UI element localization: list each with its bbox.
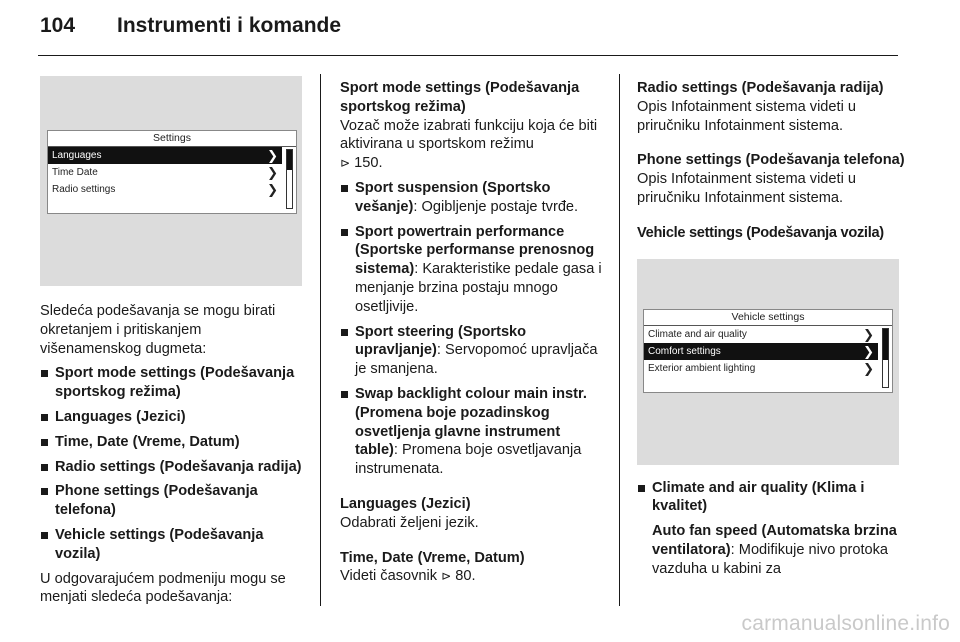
bullet-square-icon — [341, 185, 348, 192]
menu-item-time-date: Time Date ❯ — [52, 165, 278, 180]
list-item: Sport mode settings (Podešavanja sportskog režima) — [40, 364, 302, 402]
page-ref-arrow-icon: ⊳ — [441, 569, 452, 584]
section-text: Videti časovnik ⊳ 80. — [340, 568, 476, 585]
list-item: Swap backlight colour main instr. (Promena boje pozadinskog osvetljenja glavne instrument table): Promena boje osvetljavanja instrumenata. — [340, 385, 604, 479]
bullet-square-icon — [341, 329, 348, 336]
vehicle-settings-display — [643, 309, 893, 393]
bullet-square-icon — [41, 370, 48, 377]
column-3 — [637, 79, 905, 579]
bullet-square-icon — [341, 229, 348, 236]
page-title: Instrumenti i komande — [117, 14, 342, 37]
menu-item-comfort: Comfort settings ❯ — [644, 343, 878, 360]
list-item: Sport steering (Sportsko upravljanje): Servopomoć upravljača je smanjena. — [340, 323, 604, 379]
chevron-right-icon: ❯ — [267, 182, 278, 197]
section-text: Opis Infotainment sistema videti u priručniku Infotainment sistema. — [637, 98, 857, 134]
list-item: Phone settings (Podešavanja telefona) — [40, 482, 302, 520]
list-item: Vehicle settings (Podešavanja vozila) — [40, 526, 302, 564]
menu-item-radio-settings: Radio settings ❯ — [52, 182, 278, 197]
list-item: Sport suspension (Sportsko vešanje): Ogibljenje postaje tvrđe. — [340, 179, 604, 217]
page-number: 104 — [40, 14, 76, 37]
menu-item-exterior-lighting: Exterior ambient lighting ❯ — [648, 360, 874, 376]
outro-text: U odgovarajućem podmeniju mogu se menjati sledeća podešavanja: — [40, 570, 286, 606]
chevron-right-icon: ❯ — [863, 326, 874, 342]
column-1 — [40, 76, 302, 607]
display-title: Vehicle settings — [644, 310, 892, 326]
bullet-square-icon — [41, 414, 48, 421]
bullet-square-icon — [41, 488, 48, 495]
section-heading: Radio settings (Podešavanja radija) — [637, 80, 884, 96]
section-heading: Phone settings (Podešavanja telefona) — [637, 152, 905, 169]
list-item: Sport powertrain performance (Sportske performanse prenosnog sistema): Karakteristike pedale gasa i menjanje brzina postaju mnogo osetljivije. — [340, 223, 604, 317]
section-text: Vozač može izabrati funkciju koja će biti aktivirana u sportskom režimu ⊳ 150. — [340, 117, 598, 172]
bullet-square-icon — [41, 464, 48, 471]
chevron-right-icon: ❯ — [863, 360, 874, 376]
scroll-thumb — [287, 150, 292, 170]
menu-item-climate: Climate and air quality ❯ — [648, 326, 874, 342]
section-heading: Languages (Jezici) — [340, 495, 471, 512]
display-title: Settings — [48, 131, 296, 147]
section-text: Opis Infotainment sistema videti u priručniku Infotainment sistema. — [637, 171, 857, 206]
section-heading: Time, Date (Vreme, Datum) — [340, 549, 525, 566]
chevron-right-icon: ❯ — [267, 148, 278, 163]
page-ref-arrow-icon: ⊳ — [340, 156, 351, 171]
section-heading: Sport mode settings (Podešavanja sportskog režima) — [340, 80, 580, 115]
chevron-right-icon: ❯ — [863, 343, 874, 359]
display-scrollbar — [882, 328, 889, 388]
list-item: Climate and air quality (Klima i kvalitet) — [637, 479, 905, 517]
column-2 — [340, 79, 604, 586]
list-item: Time, Date (Vreme, Datum) — [40, 433, 302, 452]
display-scrollbar — [286, 149, 293, 209]
bullet-square-icon — [638, 485, 645, 492]
chevron-right-icon: ❯ — [267, 165, 278, 180]
list-item: Languages (Jezici) — [40, 408, 302, 427]
column-divider — [320, 74, 321, 606]
menu-item-languages: Languages ❯ — [48, 147, 282, 164]
scroll-thumb — [883, 329, 888, 361]
header-rule — [38, 55, 898, 56]
watermark: carmanualsonline.info — [741, 612, 950, 635]
page-header — [40, 14, 341, 48]
section-text: Odabrati željeni jezik. — [340, 514, 479, 531]
bullet-square-icon — [341, 391, 348, 398]
intro-text: Sledeća podešavanja se mogu birati okretanjem i pritiskanjem višenamenskog dugmeta: — [40, 303, 276, 357]
list-item: Radio settings (Podešavanja radija) — [40, 458, 302, 477]
bullet-square-icon — [41, 439, 48, 446]
settings-screen-figure — [40, 76, 302, 286]
vehicle-settings-screen-figure — [637, 259, 899, 465]
settings-display — [47, 130, 297, 214]
sub-item: Auto fan speed (Automatska brzina ventilatora): Modifikuje nivo protoka vazduha u kabini za — [652, 523, 897, 577]
bullet-square-icon — [41, 532, 48, 539]
column-divider — [619, 74, 620, 606]
section-heading: Vehicle settings (Podešavanja vozila) — [637, 224, 884, 241]
